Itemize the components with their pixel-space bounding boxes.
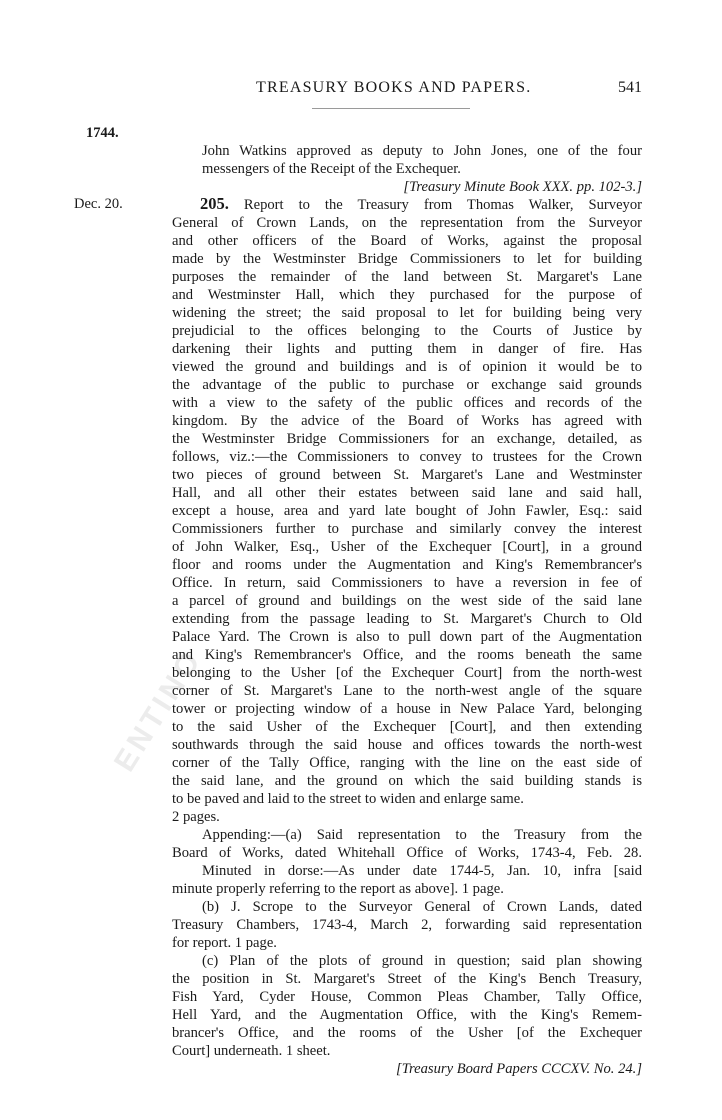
pages-note: 2 pages.: [172, 809, 220, 825]
source-citation: [Treasury Board Papers CCCXV. No. 24.]: [396, 1061, 642, 1077]
entry-body: [172, 214, 642, 808]
appendix-line: Treasury Chambers, 1743-4, March 2, forwarding said representation: [172, 917, 642, 933]
entry-line: southwards through the said house and offices towards the north-west: [172, 737, 642, 753]
appendix: [172, 826, 642, 1060]
watermark: ENTINO: [108, 643, 209, 778]
entry-line: and King's Remembrancer's Office, and the rooms beneath the same: [172, 647, 642, 663]
appendix-line: Court] underneath. 1 sheet.: [172, 1043, 331, 1059]
entry-line: the Westminster Bridge Commissioners for an exchange, detailed, as: [172, 431, 642, 447]
appendix-line: for report. 1 page.: [172, 935, 277, 951]
entry-line: Commissioners further to purchase and similarly convey the interest: [172, 521, 642, 537]
entry-line: a parcel of ground and buildings on the west side of the said lane: [172, 593, 642, 609]
entry-line: tower or projecting window of a house in New Palace Yard, belonging: [172, 701, 642, 717]
entry-line: of John Walker, Esq., Usher of the Exchequer [Court], in a ground: [172, 539, 642, 555]
entry-line: two pieces of ground between St. Margaret's Lane and Westminster: [172, 467, 642, 483]
entry-line: with a view to the safety of the public offices and records of the: [172, 395, 642, 411]
appendix-line: (c) Plan of the plots of ground in question; said plan showing: [202, 953, 642, 969]
appendix-line: Board of Works, dated Whitehall Office of Works, 1743-4, Feb. 28.: [172, 845, 642, 861]
entry-line: belonging to the Usher [of the Exchequer Court] from the north-west: [172, 665, 642, 681]
entry-line: purposes the remainder of the land between St. Margaret's Lane: [172, 269, 642, 285]
margin-year: 1744.: [86, 125, 119, 141]
entry-line: prejudicial to the offices belonging to the Courts of Justice by: [172, 323, 642, 339]
entry-line: Report to the Treasury from Thomas Walker, Surveyor: [243, 197, 642, 213]
appendix-line: Appending:—(a) Said representation to the Treasury from the: [202, 827, 642, 843]
entry-line: made by the Westminster Bridge Commissioners to let for building: [172, 251, 642, 267]
entry-first-line: [172, 195, 642, 214]
entry-line: follows, viz.:—the Commissioners to convey to trustees for the Crown: [172, 449, 642, 465]
entry-line: Office. In return, said Commissioners to have a reversion in fee of: [172, 575, 642, 591]
entry-line: General of Crown Lands, on the representation from the Surveyor: [172, 215, 642, 231]
entry-205: [172, 195, 642, 1078]
entry-line: the said lane, and the ground on which the said building stands is: [172, 773, 642, 789]
entry-line: floor and rooms under the Augmentation and King's Remembrancer's: [172, 557, 642, 573]
appendix-line: brancer's Office, and the rooms of the Usher [of the Exchequer: [172, 1025, 642, 1041]
entry-watkins: [172, 142, 642, 196]
entry-line: extending from the passage leading to St. Margaret's Church to Old: [172, 611, 642, 627]
running-title: TREASURY BOOKS AND PAPERS.: [256, 79, 532, 96]
entry-line: Hall, and all other their estates between said lane and said hall,: [172, 485, 642, 501]
entry-line: John Watkins approved as deputy to John Jones, one of the four: [202, 143, 642, 159]
entry-line: and other officers of the Board of Works, against the proposal: [172, 233, 642, 249]
entry-line: and Westminster Hall, which they purchased for the purpose of: [172, 287, 642, 303]
appendix-line: (b) J. Scrope to the Surveyor General of Crown Lands, dated: [202, 899, 642, 915]
page-number: 541: [618, 79, 642, 96]
entry-line: Palace Yard. The Crown is also to pull down part of the Augmentation: [172, 629, 642, 645]
entry-number: 205.: [200, 194, 229, 213]
entry-line: corner of the Tally Office, ranging with the line on the east side of: [172, 755, 642, 771]
entry-line: the advantage of the public to purchase or exchange said grounds: [172, 377, 642, 393]
entry-line: kingdom. By the advice of the Board of Works has agreed with: [172, 413, 642, 429]
appendix-line: Minuted in dorse:—As under date 1744-5, Jan. 10, infra [said: [202, 863, 642, 879]
appendix-line: the position in St. Margaret's Street of the King's Bench Treasury,: [172, 971, 642, 987]
entry-line: viewed the ground and buildings and is of opinion it would be to: [172, 359, 642, 375]
entry-line: except a house, area and yard late bought of John Fawler, Esq.: said: [172, 503, 642, 519]
margin-date: Dec. 20.: [74, 196, 123, 212]
entry-line: corner of St. Margaret's Lane to the north-west angle of the square: [172, 683, 642, 699]
source-citation: [Treasury Minute Book XXX. pp. 102-3.]: [403, 179, 642, 195]
entry-line: messengers of the Receipt of the Exchequer.: [202, 161, 461, 177]
appendix-line: Fish Yard, Cyder House, Common Pleas Chamber, Tally Office,: [172, 989, 642, 1005]
entry-line: to the said Usher of the Exchequer [Court], and then extending: [172, 719, 642, 735]
entry-line: widening the street; the said proposal to let for building being very: [172, 305, 642, 321]
appendix-line: Hell Yard, and the Augmentation Office, with the King's Remem-: [172, 1007, 642, 1023]
entry-line: darkening their lights and putting them in danger of fire. Has: [172, 341, 642, 357]
appendix-line: minute properly referring to the report as above]. 1 page.: [172, 881, 504, 897]
entry-line: to be paved and laid to the street to widen and enlarge same.: [172, 791, 524, 807]
header-rule: [312, 108, 470, 109]
